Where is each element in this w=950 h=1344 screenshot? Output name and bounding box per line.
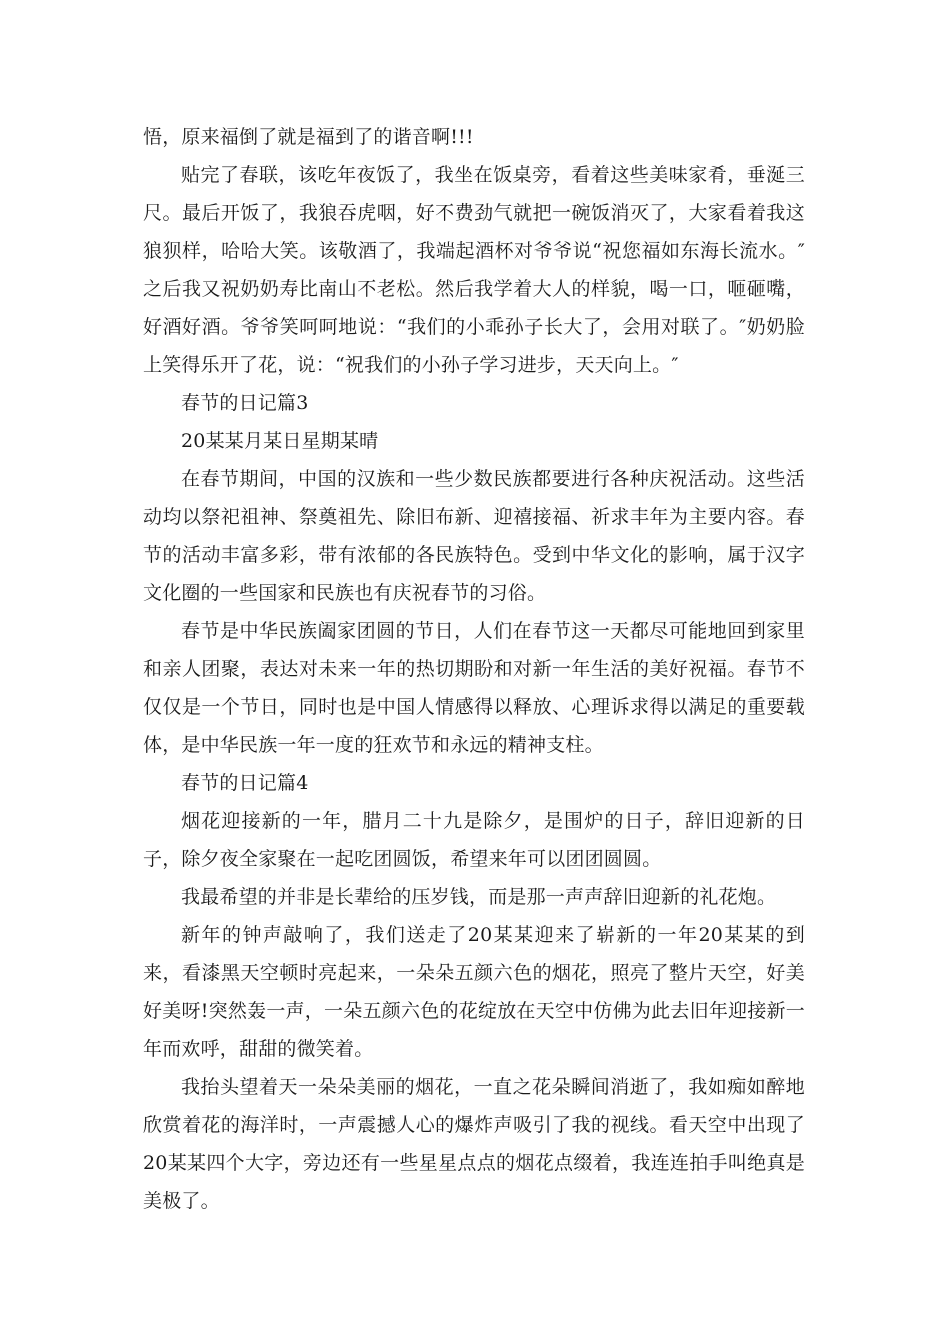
document-page — [143, 118, 805, 1220]
paragraph: 新年的钟声敲响了，我们送走了20某某迎来了崭新的一年20某某的到来，看漆黑天空顿时亮起来，一朵朵五颜六色的烟花，照亮了整片天空，好美好美呀!突然轰一声，一朵五颜六色的花绽放在天空中仿佛为此去旧年迎接新一年而欢呼，甜甜的微笑着。 — [143, 924, 805, 1060]
paragraph: 贴完了春联，该吃年夜饭了，我坐在饭桌旁，看着这些美味家肴，垂涎三尺。最后开饭了，我狼吞虎咽，好不费劲气就把一碗饭消灭了，大家看着我这狼狈样，哈哈大笑。该敬酒了，我端起酒杯对爷爷说“祝您福如东海长流水。″之后我又祝奶奶寿比南山不老松。然后我学着大人的样貌，喝一口，咂砸嘴，好酒好酒。爷爷笑呵呵地说：“我们的小乖孙子长大了，会用对联了。″奶奶脸上笑得乐开了花，说：“祝我们的小孙子学习进步，天天向上。″ — [143, 164, 805, 376]
section-heading: 春节的日记篇3 — [181, 392, 309, 414]
paragraph: 我抬头望着天一朵朵美丽的烟花，一直之花朵瞬间消逝了，我如痴如醉地欣赏着花的海洋时，一声震撼人心的爆炸声吸引了我的视线。看天空中出现了20某某四个大字，旁边还有一些星星点点的烟花点缀着，我连连拍手叫绝真是美极了。 — [143, 1076, 805, 1212]
paragraph: 烟花迎接新的一年，腊月二十九是除夕，是围炉的日子，辞旧迎新的日子，除夕夜全家聚在一起吃团圆饭，希望来年可以团团圆圆。 — [143, 810, 805, 870]
paragraph: 在春节期间，中国的汉族和一些少数民族都要进行各种庆祝活动。这些活动均以祭祀祖神、祭奠祖先、除旧布新、迎禧接福、祈求丰年为主要内容。春节的活动丰富多彩，带有浓郁的各民族特色。受到中华文化的影响，属于汉字文化圈的一些国家和民族也有庆祝春节的习俗。 — [143, 468, 805, 604]
section-heading: 春节的日记篇4 — [181, 772, 309, 794]
paragraph: 我最希望的并非是长辈给的压岁钱，而是那一声声辞旧迎新的礼花炮。 — [181, 886, 777, 908]
paragraph-continued: 悟，原来福倒了就是福到了的谐音啊!!! — [143, 126, 474, 148]
diary-date-line: 20某某月某日星期某晴 — [181, 430, 379, 452]
paragraph: 春节是中华民族阖家团圆的节日，人们在春节这一天都尽可能地回到家里和亲人团聚，表达对未来一年的热切期盼和对新一年生活的美好祝福。春节不仅仅是一个节日，同时也是中国人情感得以释放、心理诉求得以满足的重要载体，是中华民族一年一度的狂欢节和永远的精神支柱。 — [143, 620, 805, 756]
